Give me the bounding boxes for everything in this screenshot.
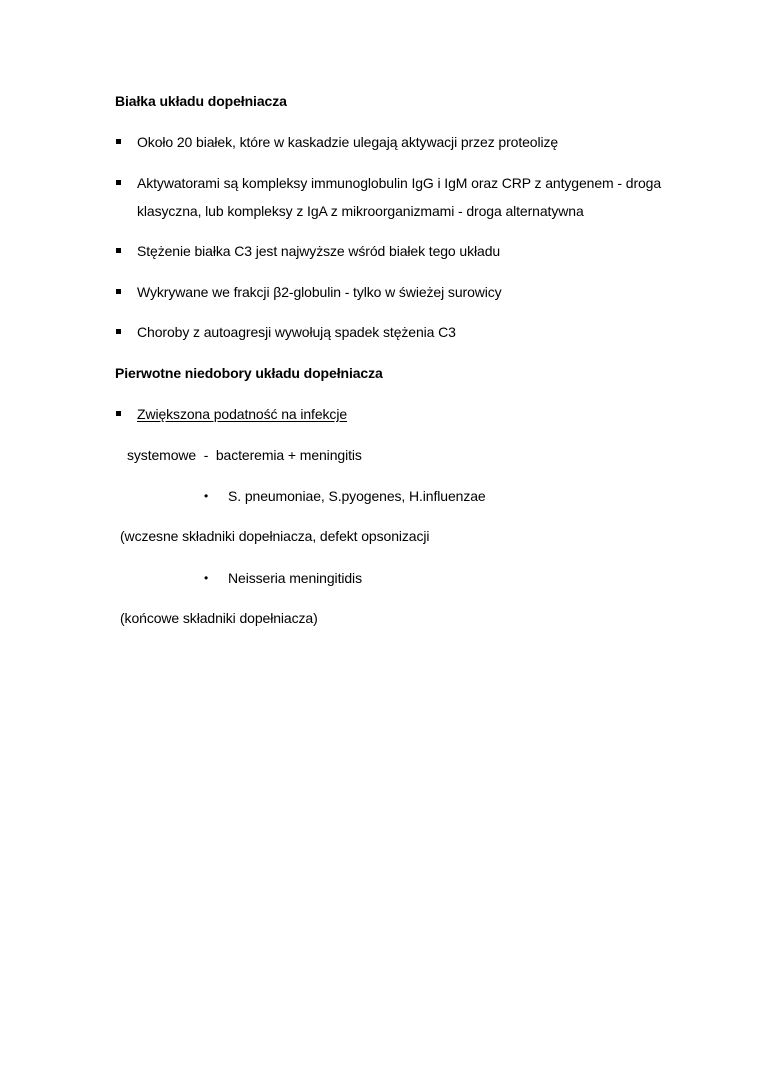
dot-bullet-icon: • <box>204 571 209 585</box>
section-heading: Pierwotne niedobory układu dopełniacza <box>115 365 383 381</box>
note-text: (wczesne składniki dopełniacza, defekt opsonizacji <box>120 528 430 544</box>
bullet-text-continued: klasyczna, lub kompleksy z IgA z mikroorganizmami - droga alternatywna <box>137 203 584 219</box>
square-bullet-icon <box>116 248 121 253</box>
bullet-text: Stężenie białka C3 jest najwyższe wśród białek tego układu <box>137 243 501 259</box>
systemic-line: systemowe - bacteremia + meningitis <box>127 447 362 463</box>
bullet-text: Około 20 białek, które w kaskadzie ulegają aktywacji przez proteolizę <box>137 134 559 150</box>
bullet-text: Aktywatorami są kompleksy immunoglobulin IgG i IgM oraz CRP z antygenem - droga <box>137 175 662 191</box>
square-bullet-icon <box>116 180 121 185</box>
dot-bullet-icon: • <box>204 489 209 503</box>
square-bullet-icon <box>116 411 121 416</box>
sub-bullet-text: S. pneumoniae, S.pyogenes, H.influenzae <box>228 488 486 504</box>
section-heading: Białka układu dopełniacza <box>115 93 287 109</box>
bullet-text: Zwiększona podatność na infekcje <box>137 406 348 422</box>
bullet-text: Choroby z autoagresji wywołują spadek stężenia C3 <box>137 324 456 340</box>
note-text: (końcowe składniki dopełniacza) <box>120 610 318 626</box>
square-bullet-icon <box>116 329 121 334</box>
square-bullet-icon <box>116 289 121 294</box>
bullet-text: Wykrywane we frakcji β2-globulin - tylko w świeżej surowicy <box>137 284 502 300</box>
square-bullet-icon <box>116 139 121 144</box>
sub-bullet-text: Neisseria meningitidis <box>228 570 362 586</box>
